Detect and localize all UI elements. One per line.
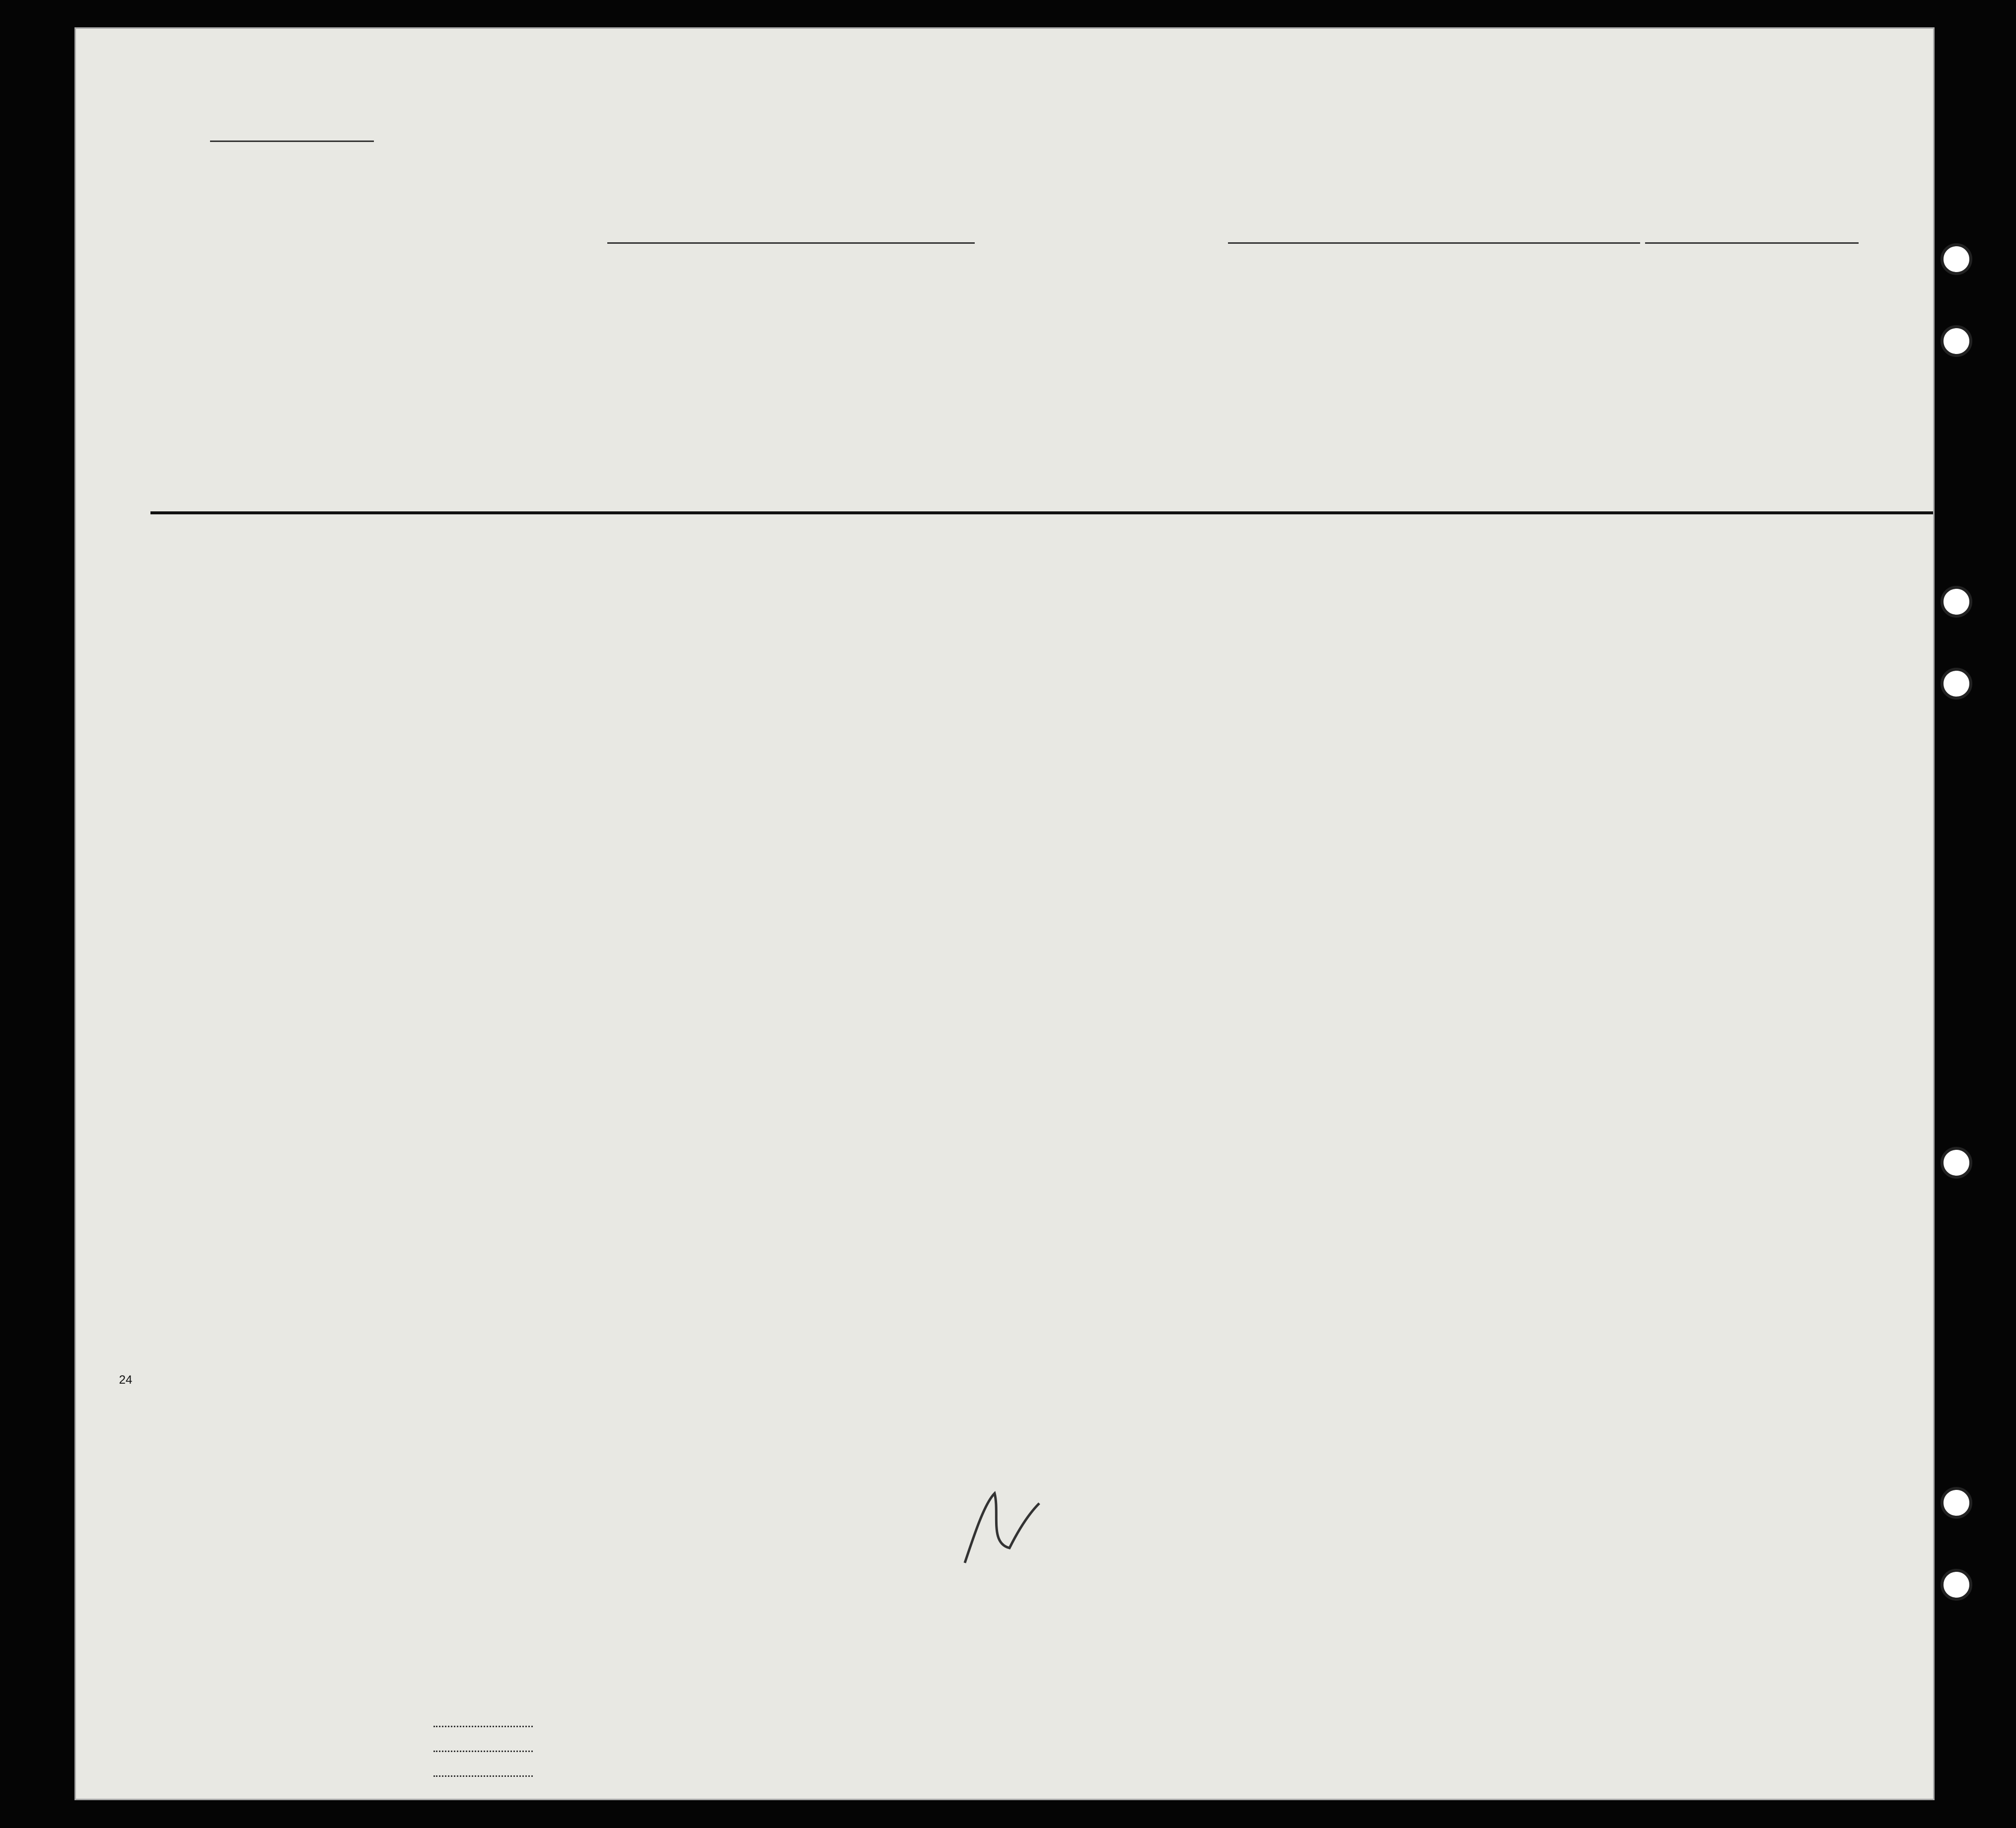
row-number: 24 [119,1373,133,1387]
binder-hole [1941,668,1972,700]
footer-line [433,1751,533,1752]
purser-signature [955,1483,1054,1573]
footer-line [433,1726,533,1727]
cancelled-row [76,491,1933,528]
strike-line [150,511,1935,514]
binder-hole [1941,1147,1972,1179]
binder-hole [1941,325,1972,357]
binder-hole [1941,586,1972,618]
closing-row [76,1361,1933,1399]
manifest-sheet [74,27,1935,1800]
footer-line [433,1775,533,1777]
binder-hole [1941,1569,1972,1601]
row-number [96,491,155,528]
binder-hole [1941,243,1972,275]
binder-hole [1941,1487,1972,1519]
